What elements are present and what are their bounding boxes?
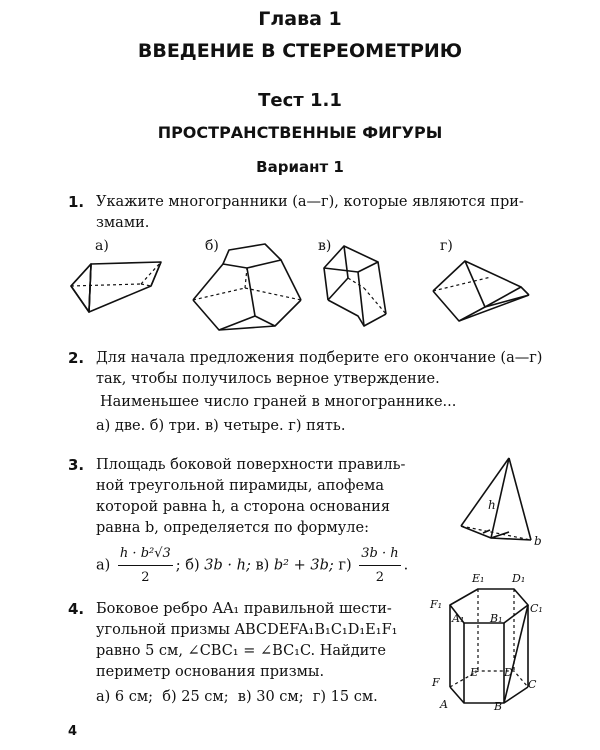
figure-a-label: а) [95, 238, 109, 254]
question-4-line4: периметр основания призмы. [96, 664, 325, 680]
question-2-number: 2. [68, 349, 85, 367]
hex-label-E: E [470, 666, 479, 679]
option-a-fraction [118, 543, 173, 588]
question-2-line2: так, чтобы получилось верное утверждение. [96, 371, 440, 387]
figure-g-prism [425, 255, 535, 325]
option-g-numerator: 3b · h [359, 543, 400, 566]
question-2-stem: Наименьшее число граней в многограннике... [100, 394, 457, 410]
figure-a-prism [65, 250, 175, 330]
chapter-title: ВВЕДЕНИЕ В СТЕРЕОМЕТРИЮ [137, 40, 463, 62]
figure-g-label: г) [440, 238, 453, 254]
pyramid-label-h: h [488, 498, 496, 512]
hex-label-A: A [440, 698, 448, 711]
test-title: ПРОСТРАНСТВЕННЫЕ ФИГУРЫ [157, 123, 443, 142]
question-4-line3: равно 5 см, ∠CBC₁ = ∠BC₁C. Найдите [96, 643, 386, 659]
figure-b-frustum [185, 238, 305, 338]
figure-hex-prism [430, 575, 550, 715]
question-3-line1: Площадь боковой поверхности правиль- [96, 457, 406, 473]
option-v-value: b² + 3b; [273, 557, 334, 574]
option-a-denominator: 2 [141, 570, 150, 585]
option-a-label: а) [96, 557, 111, 574]
option-b-label: б) [185, 557, 200, 574]
hex-label-F1: F₁ [430, 598, 443, 611]
question-3-line4: равна b, определяется по формуле: [96, 520, 369, 536]
question-4-text [96, 599, 426, 683]
hex-label-D: D [504, 666, 513, 679]
question-2-answers: а) две. б) три. в) четыре. г) пять. [96, 418, 346, 434]
question-4-number: 4. [68, 600, 85, 618]
test-number: Тест 1.1 [258, 90, 342, 111]
hex-label-D1: D₁ [512, 572, 526, 585]
question-2-line1: Для начала предложения подберите его окончание (а—г) [96, 350, 543, 366]
option-b-value: 3b · h; [204, 557, 251, 574]
question-3-line2: ной треугольной пирамиды, апофема [96, 478, 384, 494]
hex-label-B1: B₁ [490, 612, 503, 625]
question-1-line1: Укажите многогранники (а—г), которые являются при- [96, 194, 524, 210]
question-1-line2: змами. [96, 215, 150, 231]
question-4-answers: а) 6 см; б) 25 см; в) 30 см; г) 15 см. [96, 689, 378, 705]
question-1-number: 1. [68, 193, 85, 211]
figure-v-prism [318, 238, 398, 338]
question-4-line1: Боковое ребро AA₁ правильной шести- [96, 601, 392, 617]
option-v-label: в) [255, 557, 270, 574]
hex-label-A1: A₁ [452, 612, 465, 625]
option-end: . [403, 557, 409, 574]
variant-title: Вариант 1 [256, 158, 344, 176]
pyramid-label-b: b [534, 534, 542, 548]
hex-label-E1: E₁ [472, 572, 485, 585]
question-3-number: 3. [68, 456, 85, 474]
figure-b-label: б) [205, 238, 219, 254]
hex-label-F: F [432, 676, 440, 689]
question-3-text [96, 455, 426, 539]
option-g-label: г) [338, 557, 352, 574]
question-4-line2: угольной призмы ABCDEFA₁B₁C₁D₁E₁F₁ [96, 622, 398, 638]
chapter-number: Глава 1 [258, 8, 342, 30]
question-2-text [96, 348, 556, 390]
question-3-line3: которой равна h, а сторона основания [96, 499, 390, 515]
option-a-numerator: h · b²√3 [118, 543, 173, 566]
hex-label-C1: C₁ [530, 602, 543, 615]
hex-label-B: B [494, 700, 503, 713]
page-number: 4 [68, 724, 78, 739]
question-1-text [96, 192, 546, 234]
option-a-separator: ; [175, 557, 181, 574]
option-g-fraction [359, 543, 400, 588]
figure-v-label: в) [318, 238, 332, 254]
option-g-denominator: 2 [375, 570, 385, 585]
hex-label-C: C [528, 678, 537, 691]
